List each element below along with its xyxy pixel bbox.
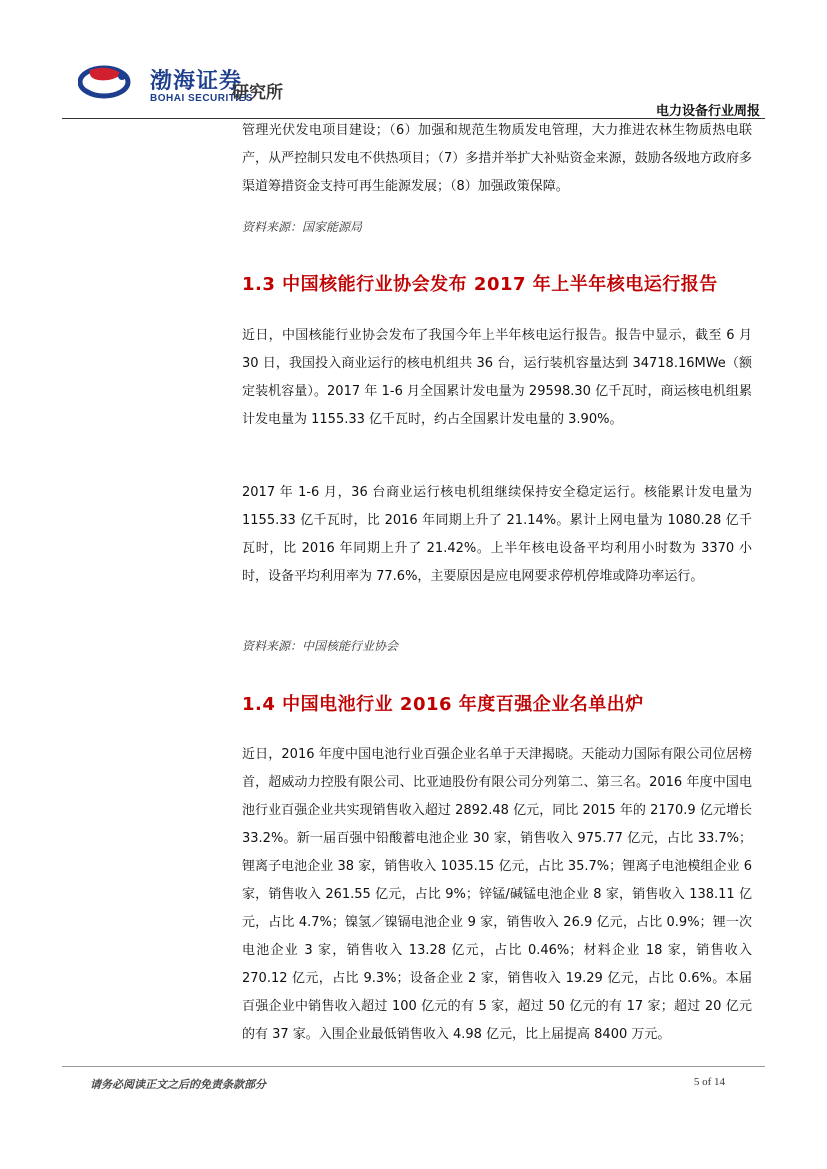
section-1-3-para2-block	[242, 479, 752, 591]
footer-disclaimer: 请务必阅读正文之后的免责条款部分	[90, 1078, 266, 1091]
section-1-4-title: 1.4 中国电池行业 2016 年度百强企业名单出炉	[242, 694, 644, 715]
section-1-3-para1: 近日，中国核能行业协会发布了我国今年上半年核电运行报告。报告中显示，截至 6 月 30 日，我国投入商业运行的核电机组共 36 台，运行装机容量达到 34718.16MWe（额定装机容量）。2017 年 1-6 月全国累计发电量为 29598.30 亿千瓦时，商运核电机组累计发电量为 1155.33 亿千瓦时，约占全国累计发电量的 3.90%。	[242, 328, 752, 427]
section-1-4-para1: 近日，2016 年度中国电池行业百强企业名单于天津揭晓。天能动力国际有限公司位居榜首，超威动力控股有限公司、比亚迪股份有限公司分列第二、第三名。2016 年度中国电池行业百强企业共实现销售收入超过 2892.48 亿元，同比 2015 年的 2170.9 亿元增长 33.2%。新一届百强中铅酸蓄电池企业 30 家，销售收入 975.77 亿元，占比 33.7%；锂离子电池企业 38 家，销售收入 1035.15 亿元，占比 35.7%；锂离子电池模组企业 6 家，销售收入 261.55 亿元，占比 9%；锌锰/碱锰电池企业 8 家，销售收入 138.11 亿元，占比 4.7%；镍氢／镍镉电池企业 9 家，销售收入 26.9 亿元，占比 0.9%；锂一次电池企业 3 家，销售收入 13.28 亿元，占比 0.46%；材料企业 18 家，销售收入 270.12 亿元，占比 9.3%；设备企业 2 家，销售收入 19.29 亿元，占比 0.6%。本届百强企业中销售收入超过 100 亿元的有 5 家，超过 50 亿元的有 17 家；超过 20 亿元的有 37 家。入围企业最低销售收入 4.98 亿元，比上届提高 8400 万元。	[242, 747, 752, 1042]
section-1-3-source: 资料来源：中国核能行业协会	[242, 639, 399, 653]
section-1-4	[242, 690, 752, 716]
intro-paragraph: 管理光伏发电项目建设；（6）加强和规范生物质发电管理，大力推进农林生物质热电联产，从严控制只发电不供热项目；（7）多措并举扩大补贴资金来源，鼓励各级地方政府多渠道筹措资金支持可再生能源发展；（8）加强政策保障。	[242, 123, 752, 194]
brand-name-cn: 渤海证券	[150, 68, 243, 94]
brand-subtitle: 研究所	[232, 83, 283, 103]
intro-block	[242, 117, 752, 201]
brand-name-en: BOHAI SECURITIES	[150, 93, 254, 104]
section-1-3-para2: 2017 年 1-6 月，36 台商业运行核电机组继续保持安全稳定运行。核能累计发电量为 1155.33 亿千瓦时，比 2016 年同期上升了 21.14%。累计上网电量为 1080.28 亿千瓦时，比 2016 年同期上升了 21.42%。上半年核电设备平均利用小时数为 3370 小时，设备平均利用率为 77.6%，主要原因是应电网要求停机停堆或降功率运行。	[242, 485, 752, 584]
section-1-4-para1-block	[242, 741, 752, 1049]
footer-divider	[62, 1066, 765, 1067]
intro-source-block	[242, 218, 752, 235]
section-1-3	[242, 270, 752, 296]
bohai-logo-icon	[78, 60, 138, 104]
section-1-3-para1-block	[242, 322, 752, 434]
report-type-label: 电力设备行业周报	[655, 104, 760, 119]
page-number: 5 of 14	[693, 1076, 725, 1088]
intro-source: 资料来源：国家能源局	[242, 220, 363, 234]
section-1-3-source-block	[242, 637, 752, 654]
section-1-3-title: 1.3 中国核能行业协会发布 2017 年上半年核电运行报告	[242, 274, 718, 295]
